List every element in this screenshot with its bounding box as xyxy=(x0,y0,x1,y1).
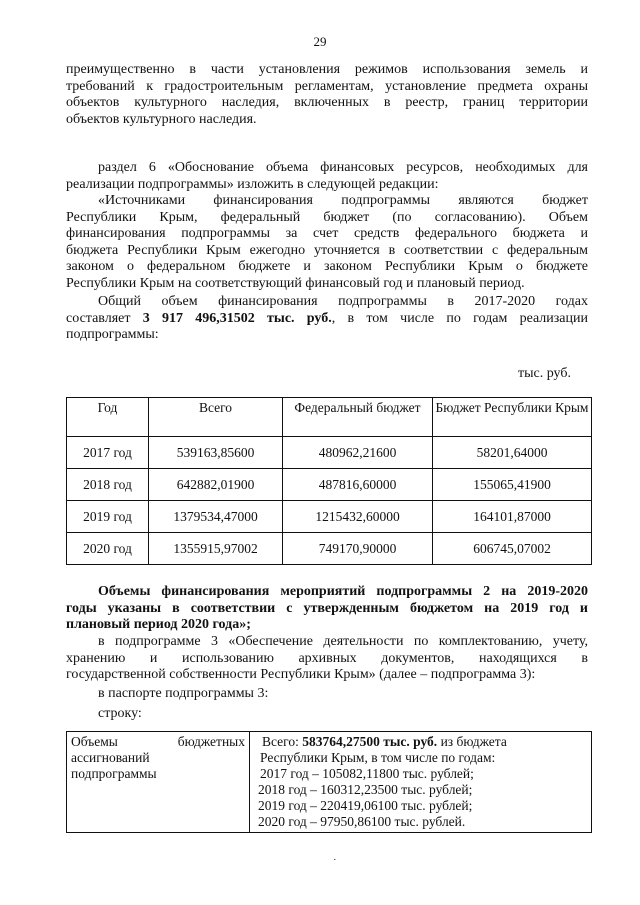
text-line: подпрограммы xyxy=(71,766,157,781)
paragraph-sources xyxy=(66,193,588,292)
paragraph-volumes xyxy=(66,584,588,634)
header-federal: Федеральный бюджет xyxy=(283,398,433,437)
paragraph-total xyxy=(66,294,588,344)
paragraph-protection xyxy=(66,62,588,128)
text-line xyxy=(66,311,588,328)
text-line: 2020 год – 97950,86100 тыс. рублей. xyxy=(258,814,466,829)
table-row xyxy=(67,437,592,469)
unit-label: тыс. руб. xyxy=(518,366,571,381)
table-row xyxy=(67,533,592,565)
table-row xyxy=(67,732,592,833)
table-row xyxy=(67,469,592,501)
paragraph-passport xyxy=(66,686,588,703)
cell: 2018 год xyxy=(67,469,149,501)
cell: 2019 год xyxy=(67,501,149,533)
cell: 749170,90000 xyxy=(283,533,433,565)
text-line: объектов культурного наследия. xyxy=(66,111,257,127)
text-fragment: Всего: xyxy=(262,734,299,749)
header-republic: Бюджет Республики Крым xyxy=(433,398,592,437)
text-line: бюджета Республики Крым ежегодно уточняется в соответствии с федеральным xyxy=(66,242,588,258)
table-header-row xyxy=(67,398,592,437)
cell: 164101,87000 xyxy=(433,501,592,533)
text-line: Республики Крым на соответствующий финансовый год и плановый период. xyxy=(66,275,525,291)
passport-value-cell xyxy=(250,732,592,833)
text-line: в подпрограмме 3 «Обеспечение деятельности по комплектованию, учету, xyxy=(98,634,588,649)
text-line: законом о федеральном бюджете и законом Республики Крым о бюджете xyxy=(66,259,588,274)
text-line: 2019 год – 220419,06100 тыс. рублей; xyxy=(258,798,473,813)
cell: 539163,85600 xyxy=(149,437,283,469)
cell: 155065,41900 xyxy=(433,469,592,501)
text-line: Общий объем финансирования подпрограммы в 2017-2020 годах xyxy=(98,294,588,309)
text-line: Объемы финансирования мероприятий подпрограммы 2 на 2019-2020 xyxy=(98,584,588,599)
text-line: в паспорте подпрограммы 3: xyxy=(98,686,269,701)
cell: 2020 год xyxy=(67,533,149,565)
text-line: годы указаны в соответствии с утвержденным бюджетом на 2019 год и xyxy=(66,600,588,616)
paragraph-row xyxy=(66,706,588,723)
cell: 58201,64000 xyxy=(433,437,592,469)
cell: 642882,01900 xyxy=(149,469,283,501)
text-line: Республики Крым, в том числе по годам: xyxy=(260,750,496,765)
text-line xyxy=(254,734,587,750)
total-amount: 3 917 496,31502 тыс. руб. xyxy=(142,310,332,326)
passport-table xyxy=(66,731,592,833)
text-line: требований к градостроительным регламентам, установление предмета охраны xyxy=(66,78,588,94)
text-line: подпрограммы: xyxy=(66,327,159,342)
table-row xyxy=(67,501,592,533)
text-fragment: из бюджета xyxy=(440,734,507,749)
text-line: 2017 год – 105082,11800 тыс. рублей; xyxy=(260,766,474,781)
passport-label-cell xyxy=(67,732,250,833)
cell: 2017 год xyxy=(67,437,149,469)
cell: 487816,60000 xyxy=(283,469,433,501)
paragraph-subprogram3 xyxy=(66,634,588,684)
text-line: государственной собственности Республики Крым» (далее – подпрограмма 3): xyxy=(66,667,536,682)
text-line: объектов культурного наследия, включенных в реестр, границ территории xyxy=(66,95,588,110)
financing-table xyxy=(66,397,592,565)
page-number: 29 xyxy=(313,34,327,49)
text-line: строку: xyxy=(98,706,142,721)
cell: 480962,21600 xyxy=(283,437,433,469)
text-fragment: , в том числе по годам реализации xyxy=(331,310,588,326)
cell: 1355915,97002 xyxy=(149,533,283,565)
text-line: плановый период 2020 года»; xyxy=(66,617,251,632)
cell: 606745,07002 xyxy=(433,533,592,565)
text-line: преимущественно в части установления режимов использования земель и xyxy=(66,62,588,77)
cell: 1379534,47000 xyxy=(149,501,283,533)
header-total: Всего xyxy=(149,398,283,437)
text-line: Республики Крым, федеральный бюджет (по согласованию). Объем xyxy=(66,209,588,225)
text-line: хранению и использованию архивных документов, находящихся в xyxy=(66,650,588,666)
text-line: 2018 год – 160312,23500 тыс. рублей; xyxy=(258,782,473,797)
paragraph-section6 xyxy=(66,160,588,193)
text-line: Объемы бюджетных xyxy=(71,734,245,749)
text-line: ассигнований xyxy=(71,750,150,765)
text-line: финансирования подпрограммы за счет средств федерального бюджета и xyxy=(66,226,588,241)
cell: 1215432,60000 xyxy=(283,501,433,533)
text-line: раздел 6 «Обоснование объема финансовых ресурсов, необходимых для xyxy=(98,160,588,175)
header-year: Год xyxy=(67,398,149,437)
passport-total-amount: 583764,27500 тыс. руб. xyxy=(302,734,438,749)
text-line: реализации подпрограммы» изложить в следующей редакции: xyxy=(66,176,439,192)
page-mark: ˙ xyxy=(333,857,337,869)
text-fragment: составляет xyxy=(66,310,131,326)
text-line: «Источниками финансирования подпрограммы являются бюджет xyxy=(98,193,588,208)
